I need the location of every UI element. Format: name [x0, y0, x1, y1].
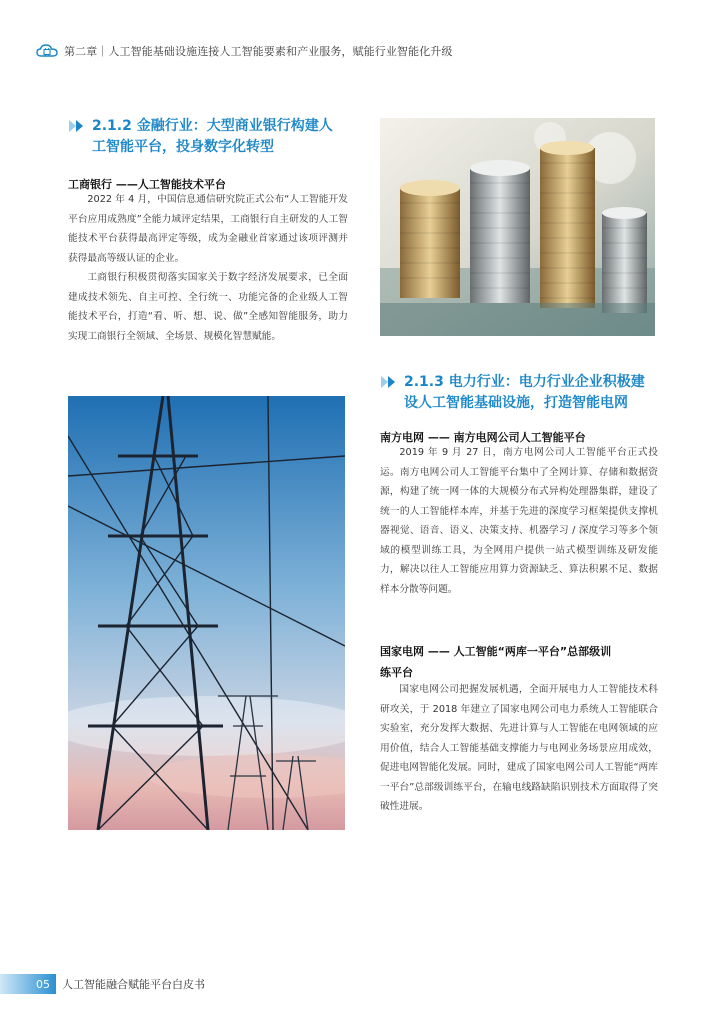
csg-paragraph: 2019 年 9 月 27 日，南方电网公司人工智能平台正式投运。南方电网公司人工智能平台集中了全网计算、存储和数据资源，构建了统一网一体的大规模分布式异构处理器集群，建设了统一的人工智能样本库，并基于先进的深度学习框架提供支撑机器视觉、语音、语义、决策支持、机器学习 / 深度学习等多个领域的模型训练工具，为全网用户提供一站式模型训练及研发能力，解决以往人工智能应用算力资源缺乏、算法积累不足、数据样本分散等问题。	[380, 447, 658, 595]
section-heading-2-1-3	[380, 372, 665, 414]
section-title-line2: 设人工智能基础设施，打造智能电网	[404, 395, 628, 411]
section-heading-2-1-2	[68, 116, 353, 158]
icbc-paragraph-1: 2022 年 4 月，中国信息通信研究院正式公布“人工智能开发平台应用成熟度”全能力域评定结果，工商银行自主研发的人工智能技术平台获得最高评定等级，成为金融业首家通过该项评测并获得最高等级认证的企业。	[68, 194, 348, 264]
section-title-line2: 工智能平台，投身数字化转型	[92, 139, 274, 155]
section-title-line1: 2.1.2 金融行业：大型商业银行构建人	[92, 118, 333, 134]
coins-illustration	[380, 118, 655, 336]
sgcc-subtitle-line1: 国家电网 —— 人工智能“两库一平台”总部级训	[380, 645, 612, 658]
chapter-title: 第二章｜人工智能基础设施连接人工智能要素和产业服务，赋能行业智能化升级	[64, 45, 453, 58]
power-tower-photo	[68, 396, 345, 830]
coins-photo	[380, 118, 655, 336]
power-tower-illustration	[68, 396, 345, 830]
page-header	[36, 42, 453, 60]
page-footer	[0, 974, 205, 994]
sgcc-subtitle	[380, 641, 658, 683]
icbc-subtitle: 工商银行 ——人工智能技术平台	[68, 178, 226, 191]
sgcc-subtitle-line2: 练平台	[380, 666, 413, 679]
section-title-line1: 2.1.3 电力行业：电力行业企业积极建	[404, 374, 645, 390]
icbc-paragraph-2: 工商银行积极贯彻落实国家关于数字经济发展要求，已全面建成技术领先、自主可控、全行统一、功能完备的企业级人工智能技术平台，打造“看、听、想、说、做”全感知智能服务，助力实现工商银行全领域、全场景、规模化智慧赋能。	[68, 272, 348, 342]
double-chevron-right-icon	[68, 119, 86, 133]
sgcc-paragraph: 国家电网公司把握发展机遇，全面开展电力人工智能技术科研攻关，于 2018 年建立了国家电网公司电力系统人工智能联合实验室，充分发挥大数据、先进计算与人工智能在电网领域的应用价值，结合人工智能基础支撑能力与电网业务场景应用成效，促进电网智能化发展。同时，建成了国家电网公司人工智能“两库一平台”总部级训练平台，在输电线路缺陷识别技术方面取得了突破性进展。	[380, 684, 658, 812]
csg-subtitle: 南方电网 —— 南方电网公司人工智能平台	[380, 431, 586, 444]
cloud-chip-icon	[36, 43, 58, 59]
page-number: 05	[0, 974, 56, 994]
footer-title: 人工智能融合赋能平台白皮书	[62, 978, 205, 991]
double-chevron-right-icon	[380, 375, 398, 389]
